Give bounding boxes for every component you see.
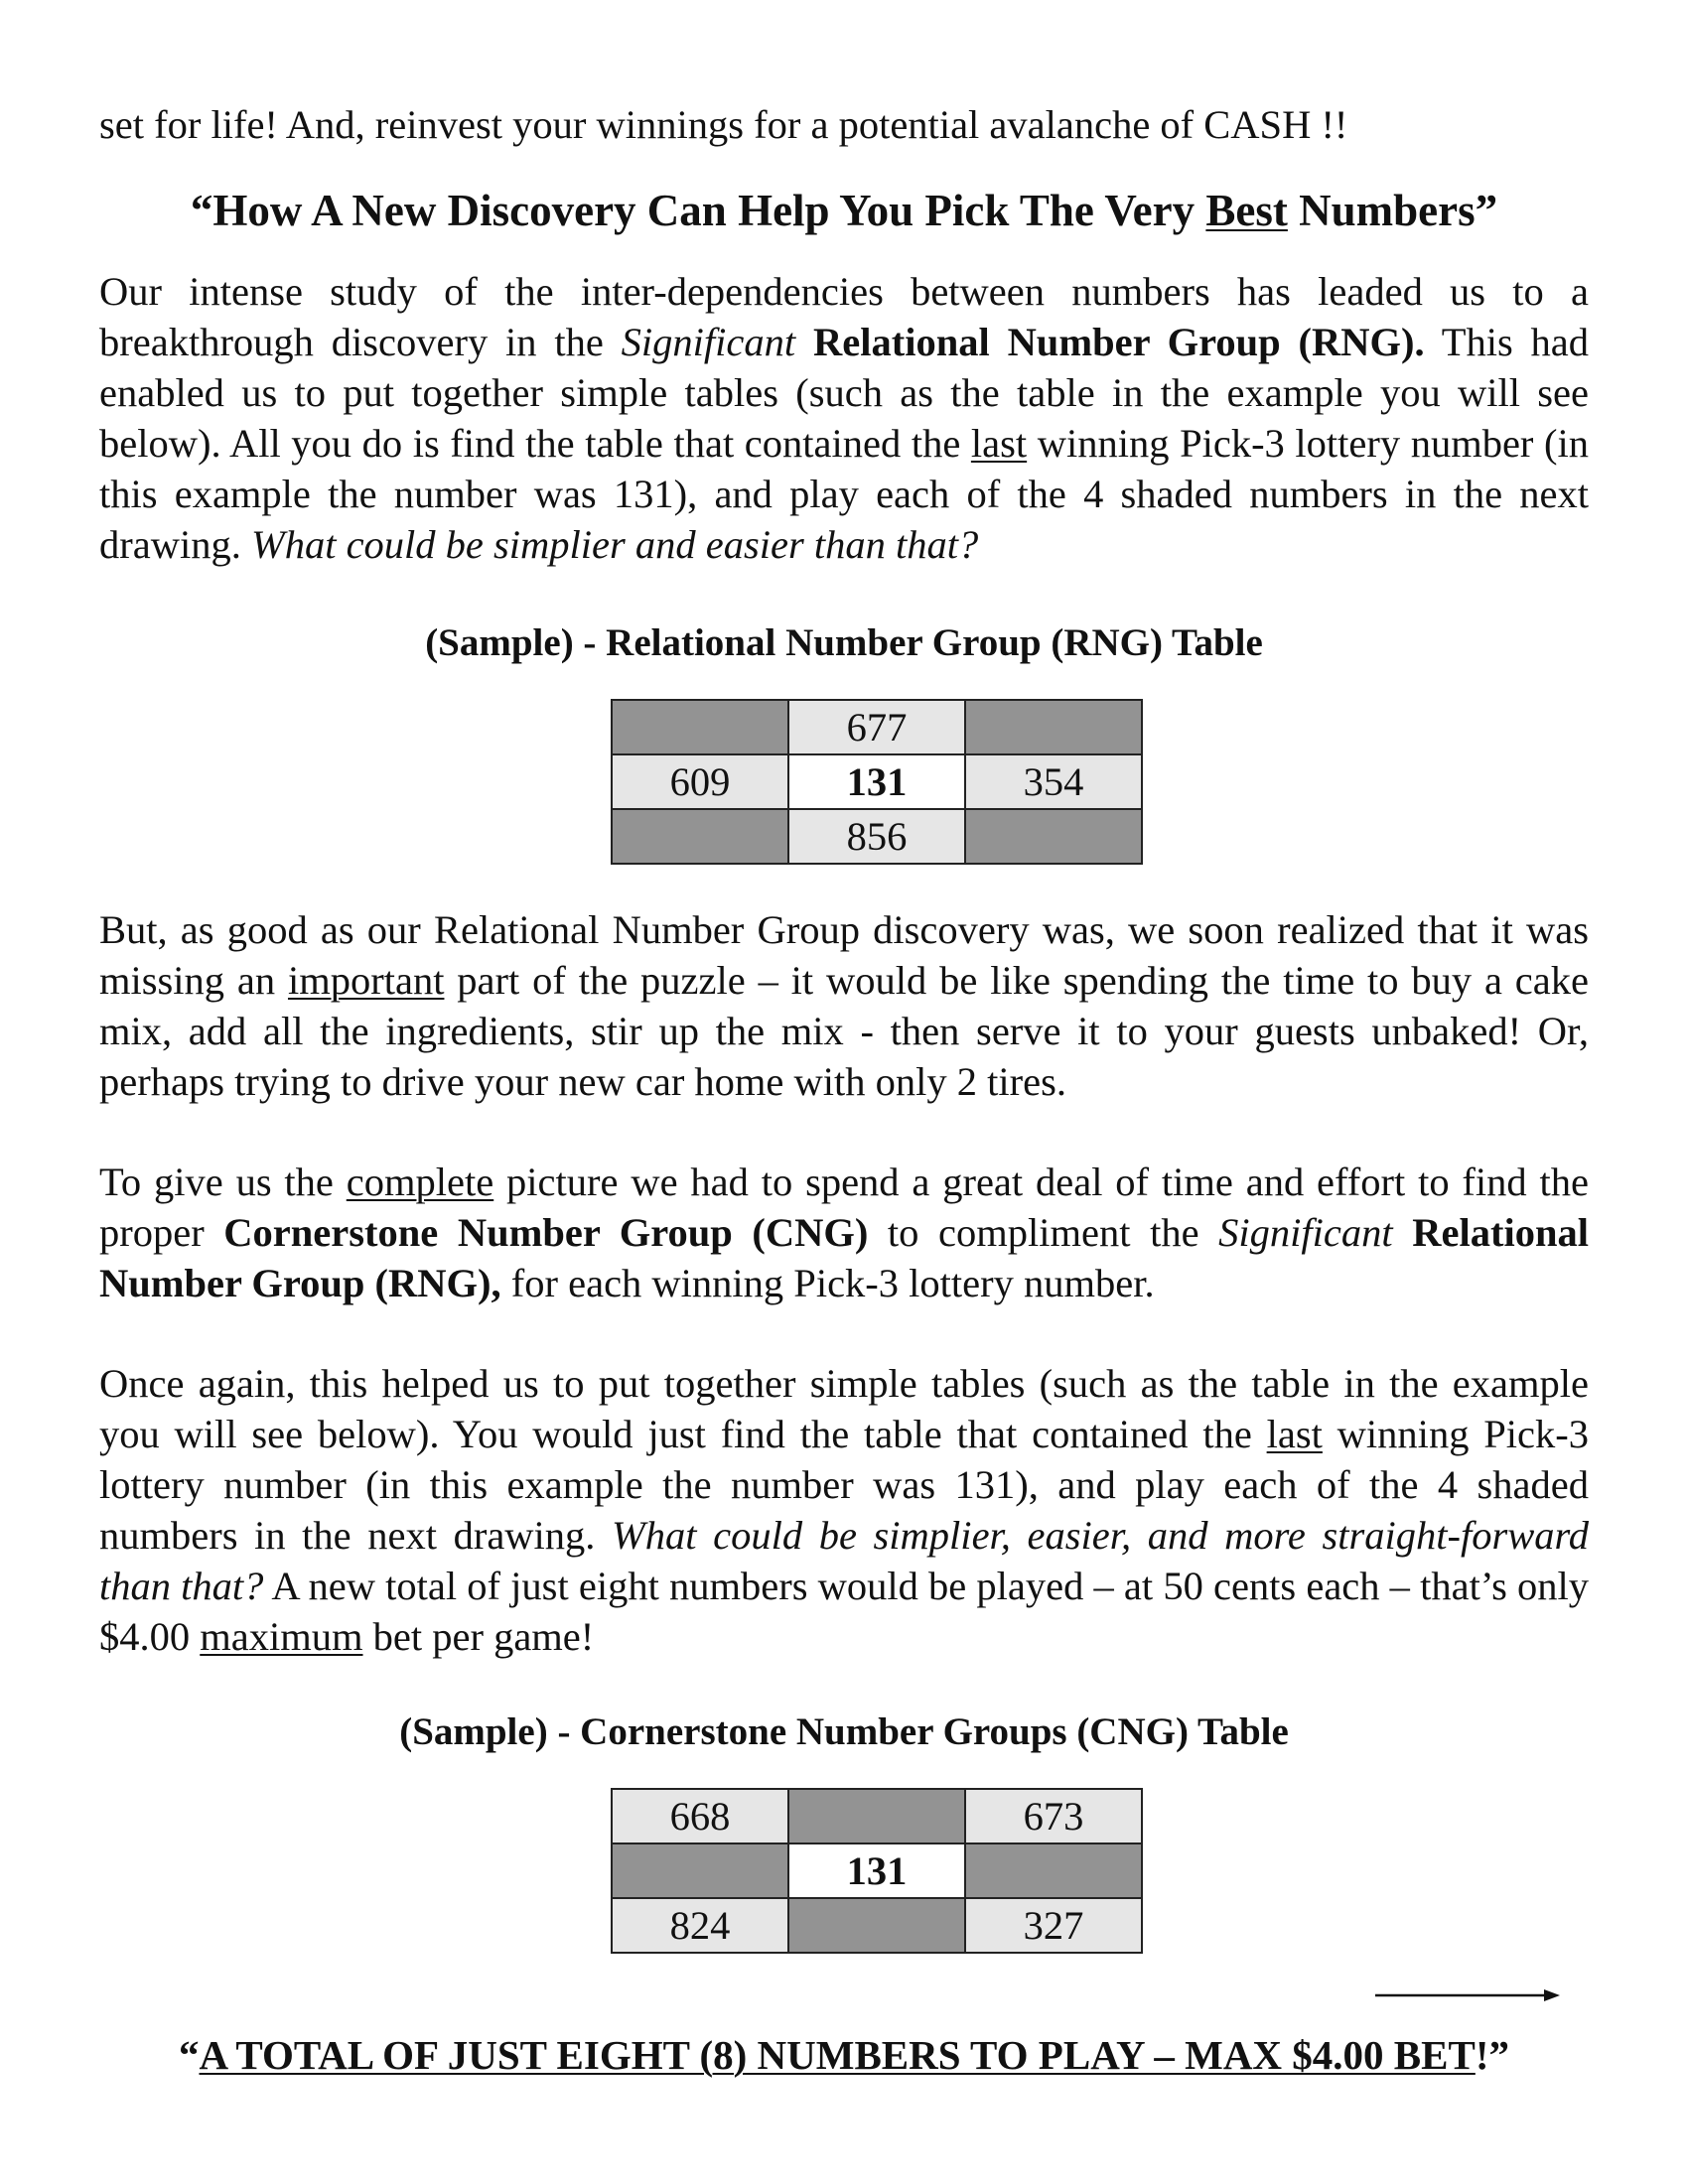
text-run: to compliment the <box>868 1210 1219 1255</box>
cng-cell-shaded <box>788 1789 965 1843</box>
text-run: winning Pick-3 lottery number (in this example the number was 131), and play each of the 4 shaded numbers in the next drawing. <box>99 421 1589 567</box>
quote-open: “ <box>179 2032 200 2078</box>
rng-cell-left: 609 <box>612 754 788 809</box>
right-arrow-icon <box>1373 1985 1562 2005</box>
rng-cell-top: 677 <box>788 700 965 754</box>
rng-cell-center: 131 <box>788 754 965 809</box>
text-run-underline: complete <box>346 1160 494 1204</box>
text-run-bold: Cornerstone Number Group (CNG) <box>223 1210 869 1255</box>
text-run-italic: What could be simplier, easier, and more straight-forward than that? <box>99 1513 1589 1608</box>
quote-close: ” <box>1488 2032 1509 2078</box>
rng-cell-right: 354 <box>965 754 1142 809</box>
text-run-bold: Relational Number Group (RNG), <box>99 1210 1589 1305</box>
paragraph-missing-piece <box>99 904 1589 1107</box>
slogan-bang: ! <box>1475 2032 1489 2078</box>
cng-table-caption: (Sample) - Cornerstone Number Groups (CNG) Table <box>399 1710 1289 1753</box>
cng-cell-top-right: 673 <box>965 1789 1142 1843</box>
text-run: To give us the <box>99 1160 347 1204</box>
cng-cell-shaded <box>612 1843 788 1898</box>
text-run-underline: last <box>970 421 1028 466</box>
text-run: picture we had to spend a great deal of time and effort to find the proper <box>99 1160 1589 1255</box>
text-run-underline: important <box>287 958 445 1003</box>
rng-cell-shaded <box>612 700 788 754</box>
heading-text-before: “How A New Discovery Can Help You Pick The Very <box>190 186 1206 235</box>
text-run-italic: What could be simplier and easier than that? <box>250 522 979 567</box>
rng-cell-shaded <box>965 700 1142 754</box>
rng-cell-bottom: 856 <box>788 809 965 864</box>
section-heading <box>99 183 1589 238</box>
paragraph-cng-tables <box>99 1358 1589 1662</box>
text-run: winning Pick-3 lottery number (in this example the number was 131), and play each of the 4 shaded numbers in the next drawing. <box>99 1412 1589 1558</box>
text-run: A new total of just eight numbers would be played – at 50 cents each – that’s only $4.00 <box>99 1564 1589 1659</box>
heading-text-after: Numbers” <box>1287 186 1498 235</box>
text-run-underline: maximum <box>200 1614 363 1659</box>
cng-cell-center: 131 <box>788 1843 965 1898</box>
text-run-italic: Significant <box>1218 1210 1393 1255</box>
text-run: Our intense study of the inter-dependencies between numbers has leaded us to a breakthrough discovery in the <box>99 269 1589 364</box>
text-run-italic: Significant <box>621 320 796 364</box>
text-run: But, as good as our Relational Number Group discovery was, we soon realized that it was missing an <box>99 907 1589 1003</box>
slogan-underlined: A TOTAL OF JUST EIGHT (8) NUMBERS TO PLAY – MAX $4.00 BET <box>199 2032 1476 2078</box>
closing-slogan <box>99 2029 1589 2081</box>
cng-cell-shaded <box>965 1843 1142 1898</box>
text-run: part of the puzzle – it would be like spending the time to buy a cake mix, add all the ingredients, stir up the mix - then serve it to your guests unbaked! Or, perhaps trying to drive your new car home with only 2 tires. <box>99 958 1589 1104</box>
text-run: for each winning Pick-3 lottery number. <box>500 1261 1155 1305</box>
rng-table <box>611 699 1143 865</box>
cng-cell-top-left: 668 <box>612 1789 788 1843</box>
cng-table <box>611 1788 1143 1954</box>
heading-underlined-word: Best <box>1205 186 1288 235</box>
cng-cell-bottom-right: 327 <box>965 1898 1142 1953</box>
cng-cell-shaded <box>788 1898 965 1953</box>
text-run: bet per game! <box>362 1614 595 1659</box>
paragraph-cng-intro <box>99 1157 1589 1308</box>
rng-cell-shaded <box>965 809 1142 864</box>
text-run-bold: Relational Number Group (RNG). <box>795 320 1425 364</box>
text-run: Once again, this helped us to put together simple tables (such as the table in the example you will see below). You would just find the table that contained the <box>99 1361 1589 1456</box>
paragraph-rng-intro <box>99 266 1589 570</box>
rng-table-caption: (Sample) - Relational Number Group (RNG) Table <box>425 621 1263 664</box>
intro-line: set for life! And, reinvest your winnings for a potential avalanche of CASH !! <box>99 102 1348 147</box>
cng-cell-bottom-left: 824 <box>612 1898 788 1953</box>
rng-cell-shaded <box>612 809 788 864</box>
text-run: This had enabled us to put together simple tables (such as the table in the example you will see below). All you do is find the table that contained the <box>99 320 1590 466</box>
text-run-underline: last <box>1266 1412 1323 1456</box>
